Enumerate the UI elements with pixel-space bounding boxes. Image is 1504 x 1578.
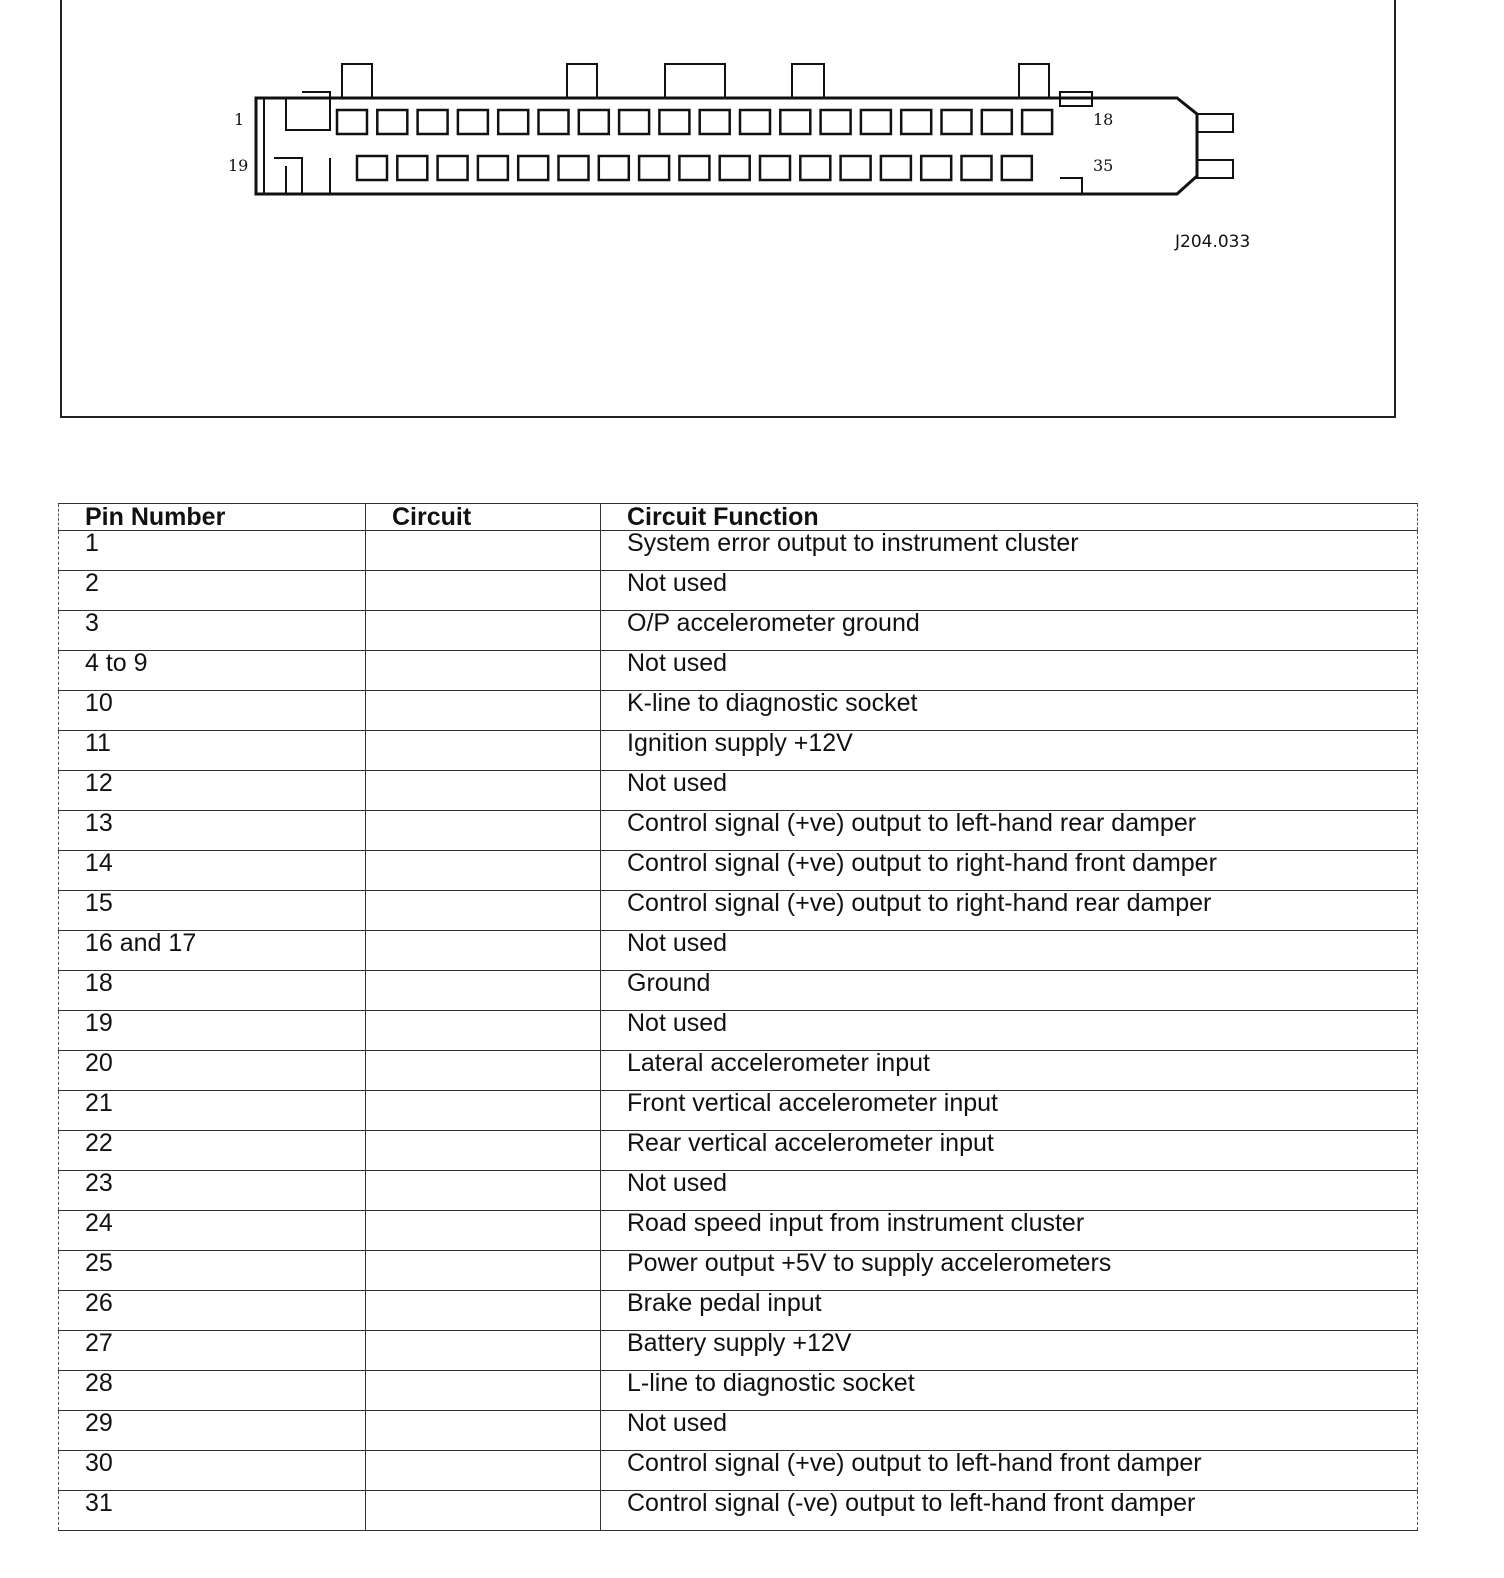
circuit-cell (366, 1291, 601, 1331)
circuit-cell (366, 1091, 601, 1131)
table-row (59, 971, 1418, 1011)
top-pin-cavity (740, 110, 770, 134)
table-row (59, 1371, 1418, 1411)
table-row (59, 731, 1418, 771)
circuit-function-cell: Road speed input from instrument cluster (601, 1211, 1418, 1251)
table-row (59, 1331, 1418, 1371)
pin-number-cell: 23 (59, 1171, 366, 1211)
top-pin-cavity (579, 110, 609, 134)
bottom-pin-cavity (841, 156, 871, 180)
circuit-function-cell: Not used (601, 1011, 1418, 1051)
circuit-cell (366, 931, 601, 971)
bottom-pin-cavity (518, 156, 548, 180)
circuit-cell (366, 1331, 601, 1371)
table-row (59, 691, 1418, 731)
top-pin-cavity (418, 110, 448, 134)
circuit-cell (366, 1371, 601, 1411)
circuit-cell (366, 1011, 601, 1051)
circuit-function-cell: Not used (601, 651, 1418, 691)
bottom-pin-cavity (559, 156, 589, 180)
pin-number-cell: 24 (59, 1211, 366, 1251)
circuit-cell (366, 1171, 601, 1211)
table-row (59, 1251, 1418, 1291)
pin-number-cell: 13 (59, 811, 366, 851)
circuit-function-cell: Control signal (-ve) output to left-hand front damper (601, 1491, 1418, 1531)
header-pin-number: Pin Number (59, 504, 366, 531)
table-header-row (59, 504, 1418, 531)
table-row (59, 771, 1418, 811)
pinout-table (58, 503, 1418, 1531)
circuit-cell (366, 771, 601, 811)
pin-number-cell: 16 and 17 (59, 931, 366, 971)
bottom-pin-cavity (438, 156, 468, 180)
top-pin-cavity (539, 110, 569, 134)
pin-number-cell: 19 (59, 1011, 366, 1051)
top-pin-cavity (458, 110, 488, 134)
top-pin-cavity (861, 110, 891, 134)
top-pin-cavity (942, 110, 972, 134)
circuit-cell (366, 1051, 601, 1091)
header-circuit-function: Circuit Function (601, 504, 1418, 531)
top-pin-cavity (619, 110, 649, 134)
circuit-cell (366, 691, 601, 731)
table-row (59, 651, 1418, 691)
pin-number-cell: 25 (59, 1251, 366, 1291)
table-row (59, 1451, 1418, 1491)
top-pin-cavity (498, 110, 528, 134)
bottom-pin-cavity (357, 156, 387, 180)
circuit-cell (366, 811, 601, 851)
circuit-cell (366, 1251, 601, 1291)
circuit-function-cell: Power output +5V to supply accelerometers (601, 1251, 1418, 1291)
circuit-cell (366, 1211, 601, 1251)
table-row (59, 1051, 1418, 1091)
connector-diagram (60, 0, 1396, 418)
circuit-function-cell: Rear vertical accelerometer input (601, 1131, 1418, 1171)
bottom-pin-cavity (397, 156, 427, 180)
header-circuit: Circuit (366, 504, 601, 531)
table-row (59, 811, 1418, 851)
table-row (59, 1011, 1418, 1051)
pin-number-cell: 20 (59, 1051, 366, 1091)
bottom-pin-cavity (760, 156, 790, 180)
circuit-cell (366, 1491, 601, 1531)
circuit-cell (366, 651, 601, 691)
pin-number-cell: 1 (59, 531, 366, 571)
bottom-pin-cavity (720, 156, 750, 180)
table-row (59, 1411, 1418, 1451)
top-pin-cavity (337, 110, 367, 134)
circuit-cell (366, 971, 601, 1011)
circuit-function-cell: Control signal (+ve) output to left-hand rear damper (601, 811, 1418, 851)
pin-number-cell: 14 (59, 851, 366, 891)
table-row (59, 611, 1418, 651)
bottom-pin-cavity (800, 156, 830, 180)
circuit-cell (366, 1451, 601, 1491)
pin-number-cell: 3 (59, 611, 366, 651)
circuit-function-cell: System error output to instrument cluster (601, 531, 1418, 571)
table-row (59, 1291, 1418, 1331)
table-row (59, 1171, 1418, 1211)
circuit-function-cell: Ignition supply +12V (601, 731, 1418, 771)
pin-number-cell: 27 (59, 1331, 366, 1371)
circuit-function-cell: Lateral accelerometer input (601, 1051, 1418, 1091)
table-row (59, 1091, 1418, 1131)
pin-label-18: 18 (1093, 110, 1114, 129)
pin-number-cell: 10 (59, 691, 366, 731)
top-pin-cavity (901, 110, 931, 134)
circuit-cell (366, 531, 601, 571)
circuit-function-cell: Brake pedal input (601, 1291, 1418, 1331)
pin-label-19: 19 (228, 156, 249, 175)
pin-number-cell: 4 to 9 (59, 651, 366, 691)
pin-label-35: 35 (1093, 156, 1114, 175)
table-body (59, 531, 1418, 1531)
circuit-function-cell: Not used (601, 771, 1418, 811)
circuit-function-cell: Not used (601, 1171, 1418, 1211)
bottom-pin-cavity (478, 156, 508, 180)
pin-number-cell: 30 (59, 1451, 366, 1491)
circuit-function-cell: Not used (601, 571, 1418, 611)
top-pin-cavity (1022, 110, 1052, 134)
circuit-cell (366, 571, 601, 611)
circuit-cell (366, 611, 601, 651)
table-row (59, 531, 1418, 571)
pin-number-cell: 29 (59, 1411, 366, 1451)
pin-number-cell: 22 (59, 1131, 366, 1171)
table-row (59, 571, 1418, 611)
table-row (59, 1131, 1418, 1171)
connector-drawing (62, 0, 1398, 420)
circuit-function-cell: K-line to diagnostic socket (601, 691, 1418, 731)
pin-number-cell: 26 (59, 1291, 366, 1331)
circuit-function-cell: Not used (601, 1411, 1418, 1451)
pin-number-cell: 15 (59, 891, 366, 931)
pin-number-cell: 11 (59, 731, 366, 771)
pin-number-cell: 2 (59, 571, 366, 611)
circuit-cell (366, 1131, 601, 1171)
table-row (59, 1211, 1418, 1251)
circuit-function-cell: Front vertical accelerometer input (601, 1091, 1418, 1131)
table-row (59, 851, 1418, 891)
pin-number-cell: 21 (59, 1091, 366, 1131)
table-row (59, 1491, 1418, 1531)
bottom-pin-cavity (679, 156, 709, 180)
circuit-function-cell: O/P accelerometer ground (601, 611, 1418, 651)
circuit-function-cell: L-line to diagnostic socket (601, 1371, 1418, 1411)
circuit-function-cell: Control signal (+ve) output to right-hand rear damper (601, 891, 1418, 931)
circuit-cell (366, 1411, 601, 1451)
top-pin-cavity (780, 110, 810, 134)
pin-label-1: 1 (234, 110, 245, 129)
pin-number-cell: 18 (59, 971, 366, 1011)
bottom-pin-cavity (962, 156, 992, 180)
bottom-pin-cavity (921, 156, 951, 180)
top-pin-cavity (982, 110, 1012, 134)
bottom-pin-cavity (1002, 156, 1032, 180)
top-pin-cavity (700, 110, 730, 134)
pin-number-cell: 28 (59, 1371, 366, 1411)
table-row (59, 891, 1418, 931)
circuit-cell (366, 851, 601, 891)
top-pin-cavity (377, 110, 407, 134)
circuit-function-cell: Control signal (+ve) output to right-hand front damper (601, 851, 1418, 891)
circuit-cell (366, 891, 601, 931)
bottom-pin-cavity (599, 156, 629, 180)
pin-number-cell: 31 (59, 1491, 366, 1531)
circuit-function-cell: Ground (601, 971, 1418, 1011)
circuit-function-cell: Battery supply +12V (601, 1331, 1418, 1371)
table-row (59, 931, 1418, 971)
top-pin-cavity (821, 110, 851, 134)
bottom-pin-cavity (639, 156, 669, 180)
circuit-function-cell: Control signal (+ve) output to left-hand front damper (601, 1451, 1418, 1491)
circuit-cell (366, 731, 601, 771)
diagram-reference: J204.033 (1175, 232, 1251, 252)
circuit-function-cell: Not used (601, 931, 1418, 971)
pin-number-cell: 12 (59, 771, 366, 811)
bottom-pin-cavity (881, 156, 911, 180)
top-pin-cavity (659, 110, 689, 134)
